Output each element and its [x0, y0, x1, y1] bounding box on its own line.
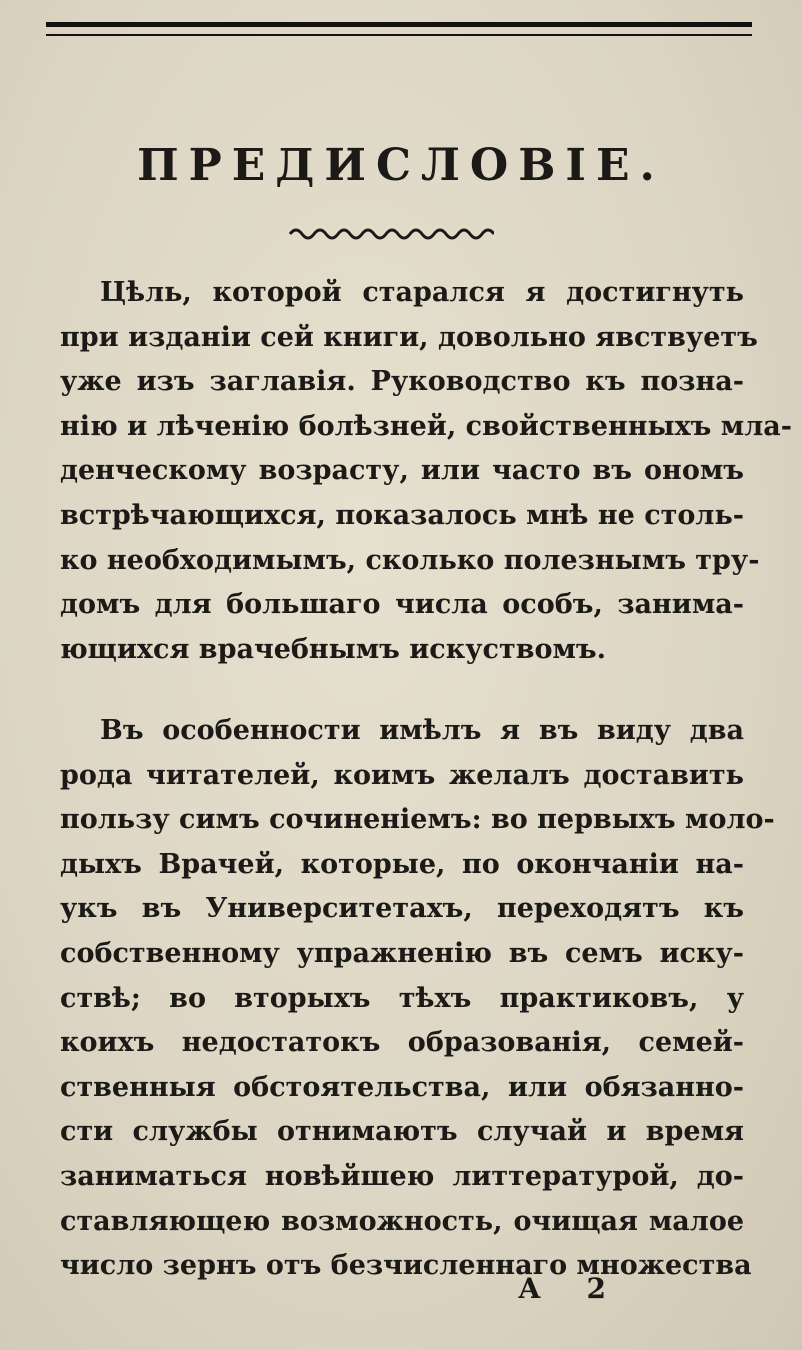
text-line: при изданіи сей книги, довольно явствуетъ	[60, 321, 758, 353]
signature-mark: А 2	[518, 1272, 625, 1305]
text-line: встрѣчающихся, показалось мнѣ не столь-	[60, 499, 744, 531]
text-line: ко необходимымъ, сколько полезнымъ тру-	[60, 544, 760, 576]
text-line: собственному упражненію въ семъ иску-	[60, 937, 744, 969]
text-line: дыхъ Врачей, которые, по окончаніи на-	[60, 848, 744, 880]
text-line: коихъ недостатокъ образованія, семей-	[60, 1027, 744, 1059]
text-line: Цѣль, которой старался я достигнуть	[100, 277, 744, 308]
text-line: число зернъ отъ безчисленнаго множества	[60, 1250, 752, 1282]
text-line: ственныя обстоятельства, или обязанно-	[60, 1071, 744, 1103]
text-line: ющихся врачебнымъ искуствомъ.	[60, 633, 607, 665]
wavy-ornament	[288, 222, 494, 242]
text-line: Въ особенности имѣлъ я въ виду два	[100, 715, 744, 746]
header-rule-thin	[46, 34, 752, 36]
text-line: сти службы отнимаютъ случай и время	[60, 1116, 744, 1148]
paragraph-1	[60, 271, 792, 672]
text-line: рода читателей, коимъ желалъ доставить	[60, 759, 744, 791]
text-line: денческому возрасту, или часто въ ономъ	[60, 455, 744, 487]
text-line: заниматься новѣйшею литтературой, до-	[60, 1160, 744, 1192]
text-line: ствѣ; во вторыхъ тѣхъ практиковъ, у	[60, 982, 744, 1014]
text-line: нію и лѣченію болѣзней, свойственныхъ мла-	[60, 410, 792, 442]
header-rule-thick	[46, 22, 752, 27]
page-title: ПРЕДИСЛОВІЕ.	[137, 140, 665, 191]
text-line: ставляющею возможность, очищая малое	[60, 1205, 744, 1237]
text-line: домъ для большаго числа особъ, занима-	[60, 589, 744, 621]
text-line: уже изъ заглавія. Руководство къ позна-	[60, 366, 744, 398]
text-line: укъ въ Университетахъ, переходятъ къ	[60, 893, 744, 925]
paragraph-2	[60, 709, 775, 1289]
text-line: пользу симъ сочиненіемъ: во первыхъ моло-	[60, 804, 775, 836]
